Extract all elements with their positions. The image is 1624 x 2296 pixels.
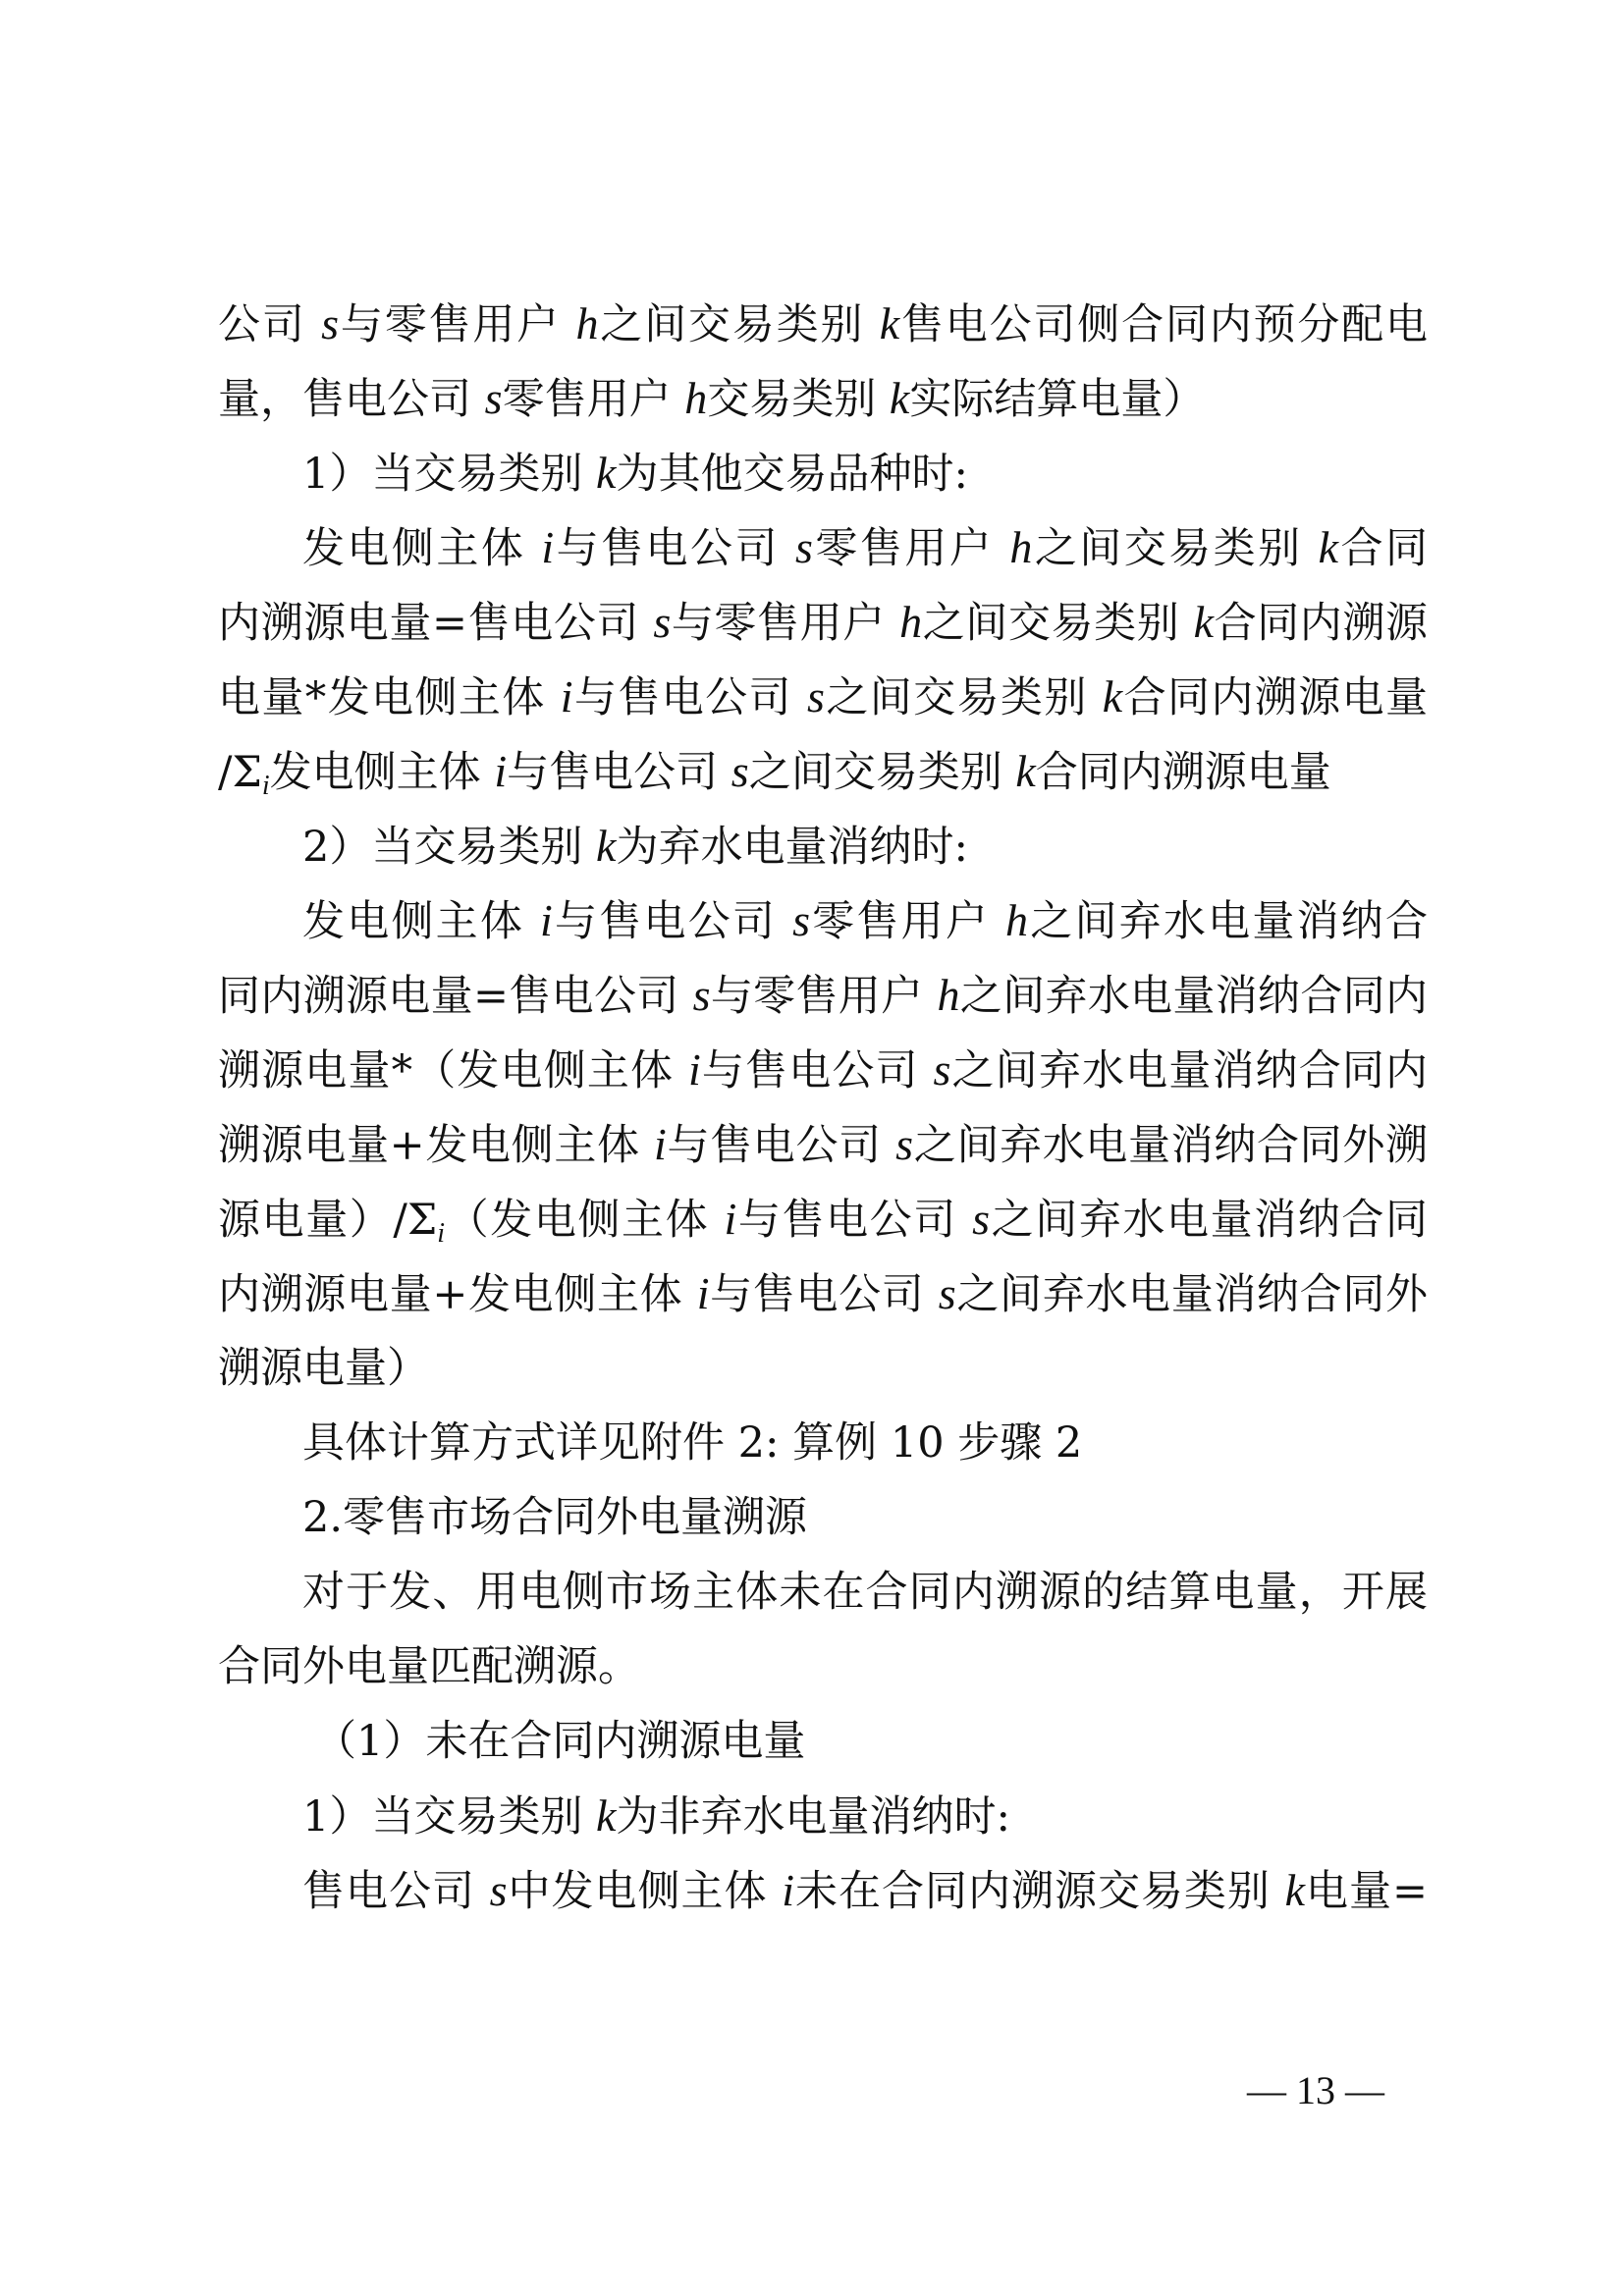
text-run: 具体计算方式详见附件 2: 算例 10 步骤 2	[302, 1418, 1083, 1468]
variable: k	[889, 373, 910, 423]
text-run: 1）当交易类别	[302, 450, 597, 499]
text-run: 为弃水电量消纳时:	[616, 823, 968, 872]
text-run: 之间弃水电量消纳合同内	[959, 972, 1428, 1021]
text-run: 实际结算电量）	[909, 375, 1206, 424]
text-run: 之间弃水电量消纳合同外	[955, 1270, 1428, 1319]
text-run: 之间弃水电量消纳合同外溯	[913, 1121, 1428, 1170]
text-run: 之间交易类别	[748, 748, 1016, 797]
text-line	[218, 1182, 1428, 1256]
text-line	[218, 1704, 1428, 1779]
variable: k	[596, 1790, 617, 1841]
variable: i	[540, 895, 553, 945]
variable: i	[494, 746, 508, 796]
variable: h	[575, 298, 599, 348]
text-run: 2.零售市场合同外电量溯源	[302, 1493, 808, 1542]
text-run: 与售电公司	[552, 897, 793, 946]
text-run: （1）未在合同内溯源电量	[314, 1717, 806, 1766]
variable: h	[1009, 522, 1033, 572]
text-run: 与零售用户	[671, 599, 900, 648]
text-run: 量，售电公司	[218, 375, 485, 424]
text-line	[218, 361, 1428, 436]
text-run: 零售用户	[502, 375, 685, 424]
text-line	[218, 585, 1428, 660]
text-run: 为其他交易品种时:	[616, 450, 968, 499]
variable: s	[807, 671, 825, 721]
text-line	[218, 809, 1428, 883]
variable: k	[1102, 671, 1123, 721]
text-line	[218, 1629, 1428, 1704]
text-run: 为非弃水电量消纳时:	[616, 1792, 1010, 1842]
subscript: i	[261, 771, 270, 801]
text-run: 溯源电量*（发电侧主体	[218, 1046, 688, 1095]
text-run: 与售电公司	[554, 524, 796, 573]
variable: h	[899, 597, 923, 647]
text-line	[218, 1256, 1428, 1331]
variable: s	[321, 298, 340, 348]
text-line	[218, 510, 1428, 585]
text-run: 公司	[218, 300, 322, 349]
variable: k	[1193, 597, 1214, 647]
text-run: 溯源电量）	[218, 1344, 429, 1393]
text-run: 发电侧主体	[269, 748, 495, 797]
text-run: 合同外电量匹配溯源。	[218, 1642, 640, 1691]
variable: s	[489, 1865, 508, 1915]
text-run: 合同	[1338, 524, 1428, 573]
text-run: 2）当交易类别	[302, 823, 597, 872]
variable: k	[596, 448, 617, 498]
text-run: 与售电公司	[700, 1046, 934, 1095]
text-line	[218, 1406, 1428, 1480]
text-run: 中发电侧主体	[507, 1867, 783, 1916]
text-line	[218, 1480, 1428, 1555]
text-run: 发电侧主体	[302, 524, 542, 573]
variable: h	[937, 970, 960, 1020]
text-run: 溯源电量+发电侧主体	[218, 1121, 655, 1170]
subscript: i	[437, 1218, 446, 1249]
variable: s	[792, 895, 810, 945]
text-line	[218, 436, 1428, 510]
text-run: 1）当交易类别	[302, 1792, 597, 1842]
variable: s	[731, 746, 749, 796]
text-run: 与零售用户	[710, 972, 938, 1021]
text-run: 电量=	[1305, 1867, 1428, 1916]
text-run: 与售电公司	[572, 673, 808, 722]
text-line	[218, 958, 1428, 1033]
variable: s	[653, 597, 672, 647]
text-line	[218, 1779, 1428, 1853]
variable: s	[933, 1044, 951, 1095]
text-line	[218, 1331, 1428, 1406]
text-run: 未在合同内溯源交易类别	[793, 1867, 1285, 1916]
variable: i	[560, 671, 573, 721]
variable: i	[687, 1044, 701, 1095]
text-run: 零售用户	[812, 524, 1010, 573]
text-run: 零售用户	[809, 897, 1005, 946]
text-line	[218, 883, 1428, 958]
text-run: 发电侧主体	[302, 897, 541, 946]
text-run: 合同内溯源电量	[1035, 748, 1331, 797]
variable: i	[541, 522, 555, 572]
text-run: 电量*发电侧主体	[218, 673, 561, 722]
variable: s	[484, 373, 503, 423]
variable: s	[692, 970, 711, 1020]
document-body	[218, 287, 1428, 1928]
variable: i	[782, 1865, 794, 1915]
text-run: 与零售用户	[339, 300, 576, 349]
text-run: 之间弃水电量消纳合同内	[950, 1046, 1428, 1095]
text-run: 售电公司侧合同内预分配电	[899, 300, 1428, 349]
variable: i	[696, 1268, 710, 1318]
variable: s	[895, 1119, 914, 1169]
text-line	[218, 1033, 1428, 1107]
text-run: 内溯源电量=售电公司	[218, 599, 654, 648]
text-line	[218, 660, 1428, 734]
text-line	[218, 1853, 1428, 1928]
text-run: 交易类别	[707, 375, 890, 424]
text-run: 合同内溯源	[1214, 599, 1428, 648]
variable: s	[938, 1268, 956, 1318]
text-run: 之间弃水电量消纳合同	[990, 1196, 1428, 1245]
text-run: 源电量）/Σ	[218, 1196, 438, 1245]
text-run: 之间交易类别	[922, 599, 1194, 648]
text-run: 与售电公司	[709, 1270, 939, 1319]
text-line	[218, 1555, 1428, 1629]
variable: h	[684, 373, 708, 423]
text-run: 内溯源电量+发电侧主体	[218, 1270, 697, 1319]
variable: h	[1005, 895, 1028, 945]
text-run: （发电侧主体	[445, 1196, 725, 1245]
text-run: 同内溯源电量=售电公司	[218, 972, 693, 1021]
variable: k	[1318, 522, 1339, 572]
variable: k	[879, 298, 900, 348]
variable: s	[972, 1194, 991, 1244]
text-run: 售电公司	[302, 1867, 490, 1916]
variable: i	[654, 1119, 667, 1169]
text-run: 与售电公司	[507, 748, 731, 797]
text-run: 之间交易类别	[598, 300, 880, 349]
text-line	[218, 287, 1428, 361]
text-line	[218, 1107, 1428, 1182]
text-line	[218, 734, 1428, 809]
text-run: 之间交易类别	[1032, 524, 1319, 573]
page-number: — 13 —	[1247, 2068, 1384, 2112]
text-run: 之间弃水电量消纳合	[1028, 897, 1428, 946]
text-run: 与售电公司	[666, 1121, 896, 1170]
variable: s	[795, 522, 813, 572]
variable: k	[596, 821, 617, 871]
variable: k	[1015, 746, 1036, 796]
text-run: /Σ	[218, 748, 262, 797]
variable: i	[724, 1194, 737, 1244]
text-run: 与售电公司	[736, 1196, 973, 1245]
variable: k	[1284, 1865, 1306, 1915]
text-run: 合同内溯源电量	[1122, 673, 1428, 722]
text-run: 之间交易类别	[824, 673, 1103, 722]
text-run: 对于发、用电侧市场主体未在合同内溯源的结算电量，开展	[302, 1568, 1428, 1617]
